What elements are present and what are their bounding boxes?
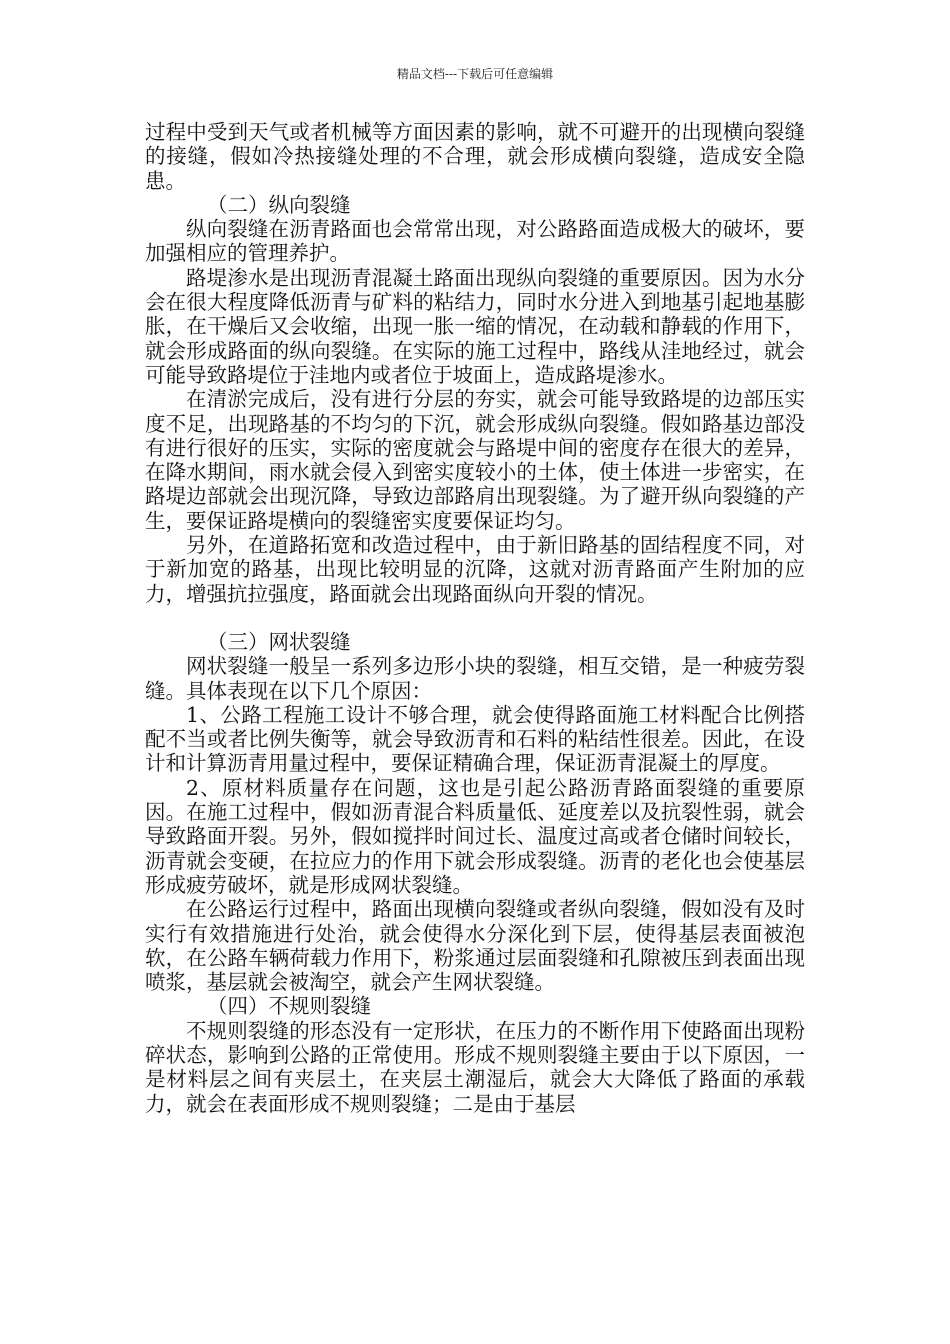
paragraph: 路堤渗水是出现沥青混凝土路面出现纵向裂缝的重要原因。因为水分会在很大程度降低沥青与矿料的粘结力，同时水分进入到地基引起地基膨胀，在干燥后又会收缩，出现一胀一缩的情况，在动载和静载的作用下，就会形成路面的纵向裂缝。在实际的施工过程中，路线从洼地经过，就会可能导致路堤位于洼地内或者位于坡面上，造成路堤渗水。 <box>145 265 805 387</box>
paragraph-continuation: 过程中受到天气或者机械等方面因素的影响，就不可避开的出现横向裂缝的接缝，假如冷热接缝处理的不合理，就会形成横向裂缝，造成安全隐患。 <box>145 120 805 193</box>
paragraph: 网状裂缝一般呈一系列多边形小块的裂缝，相互交错，是一种疲劳裂缝。具体表现在以下几个原因： <box>145 654 805 703</box>
document-body <box>145 120 805 1116</box>
section-heading-longitudinal-cracks: （二）纵向裂缝 <box>207 192 351 217</box>
page-header: 精品文档---下载后可任意编辑 <box>396 67 554 81</box>
paragraph: 不规则裂缝的形态没有一定形状，在压力的不断作用下使路面出现粉碎状态，影响到公路的正常使用。形成不规则裂缝主要由于以下原因，一是材料层之间有夹层土，在夹层土潮湿后，就会大大降低了路面的承载力，就会在表面形成不规则裂缝；二是由于基层 <box>145 1018 805 1116</box>
paragraph: 另外，在道路拓宽和改造过程中，由于新旧路基的固结程度不同，对于新加宽的路基，出现比较明显的沉降，这就对沥青路面产生附加的应力，增强抗拉强度，路面就会出现路面纵向开裂的情况。 <box>145 533 805 606</box>
section-heading-irregular-cracks: （四）不规则裂缝 <box>207 994 371 1019</box>
paragraph: 在清淤完成后，没有进行分层的夯实，就会可能导致路堤的边部压实度不足，出现路基的不均匀的下沉，就会形成纵向裂缝。假如路基边部没有进行很好的压实，实际的密度就会与路堤中间的密度存在很大的差异，在降水期间，雨水就会侵入到密实度较小的土体，使土体进一步密实，在路堤边部就会出现沉降，导致边部路肩出现裂缝。为了避开纵向裂缝的产生，要保证路堤横向的裂缝密实度要保证均匀。 <box>145 387 805 533</box>
paragraph-list-item-2: 2、原材料质量存在问题，这也是引起公路沥青路面裂缝的重要原因。在施工过程中，假如沥青混合料质量低、延度差以及抗裂性弱，就会导致路面开裂。另外，假如搅拌时间过长、温度过高或者仓储时间较长，沥青就会变硬，在拉应力的作用下就会形成裂缝。沥青的老化也会使基层形成疲劳破坏，就是形成网状裂缝。 <box>145 775 805 897</box>
paragraph-list-item-1: 1、公路工程施工设计不够合理，就会使得路面施工材料配合比例搭配不当或者比例失衡等，就会导致沥青和石料的粘结性很差。因此，在设计和计算沥青用量过程中，要保证精确合理，保证沥青混凝土的厚度。 <box>145 702 805 776</box>
section-heading-network-cracks: （三）网状裂缝 <box>207 629 351 654</box>
paragraph: 纵向裂缝在沥青路面也会常常出现，对公路路面造成极大的破坏，要加强相应的管理养护。 <box>145 217 805 266</box>
paragraph: 在公路运行过程中，路面出现横向裂缝或者纵向裂缝，假如没有及时实行有效措施进行处治，就会使得水分深化到下层，使得基层表面被泡软，在公路车辆荷载力作用下，粉浆通过层面裂缝和孔隙被压到表面出现喷浆，基层就会被淘空，就会产生网状裂缝。 <box>145 897 805 995</box>
